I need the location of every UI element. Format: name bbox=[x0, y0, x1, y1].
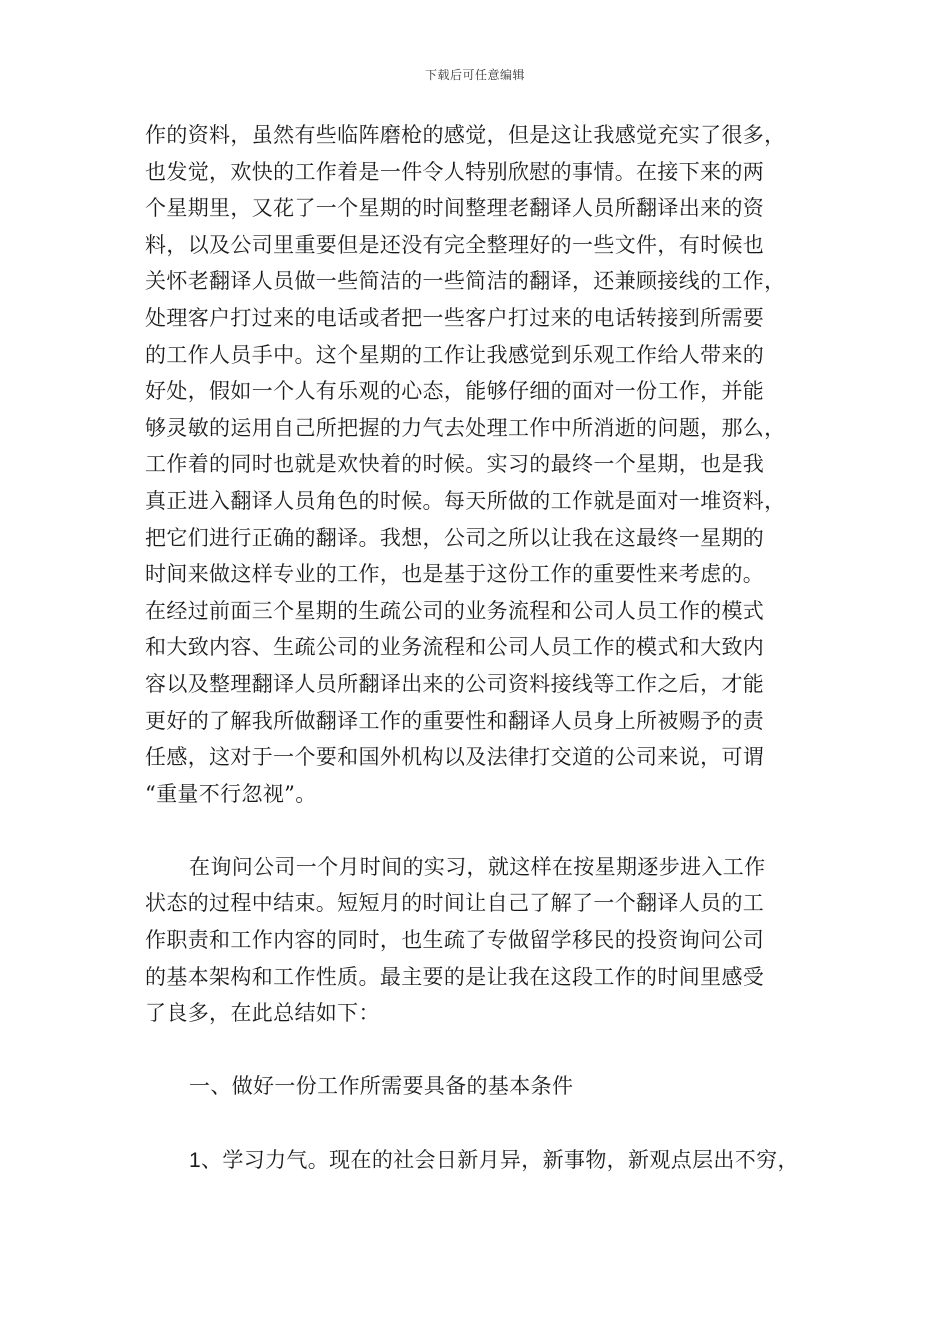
text-line: 容以及整理翻译人员所翻译出来的公司资料接线等工作之后，才能 bbox=[145, 671, 765, 696]
text-line: “重量不行忽视”。 bbox=[145, 781, 317, 806]
text-line: 时间来做这样专业的工作，也是基于这份工作的重要性来考虑的。 bbox=[145, 562, 765, 587]
text-line: 料，以及公司里重要但是还没有完全整理好的一些文件，有时候也 bbox=[145, 232, 765, 257]
heading-text: 一、做好一份工作所需要具备的基本条件 bbox=[189, 1074, 574, 1099]
text-line: 工作着的同时也就是欢快着的时候。实习的最终一个星期，也是我 bbox=[145, 452, 765, 477]
text-line: 作职责和工作内容的同时，也生疏了专做留学移民的投资询问公司 bbox=[145, 928, 765, 953]
text-line: 个星期里，又花了一个星期的时间整理老翻译人员所翻译出来的资 bbox=[145, 196, 765, 221]
paragraph-2 bbox=[145, 849, 825, 1032]
text-line: 状态的过程中结束。短短月的时间让自己了解了一个翻译人员的工 bbox=[145, 891, 765, 916]
text-line: 和大致内容、生疏公司的业务流程和公司人员工作的模式和大致内 bbox=[145, 635, 765, 660]
text-line: 够灵敏的运用自己所把握的力气去处理工作中所消逝的问题，那么， bbox=[145, 415, 786, 440]
text-line: 关怀老翻译人员做一些简洁的一些简洁的翻译，还兼顾接线的工作， bbox=[145, 269, 786, 294]
text-line: 把它们进行正确的翻译。我想，公司之所以让我在这最终一星期的 bbox=[145, 525, 765, 550]
text-line: 在经过前面三个星期的生疏公司的业务流程和公司人员工作的模式 bbox=[145, 598, 765, 623]
item-text: 、学习力气。现在的社会日新月异，新事物，新观点层出不穷， bbox=[201, 1147, 799, 1172]
section-heading bbox=[145, 1068, 825, 1105]
text-line: 作的资料，虽然有些临阵磨枪的感觉，但是这让我感觉充实了很多， bbox=[145, 123, 786, 147]
text-line: 了良多，在此总结如下： bbox=[145, 1001, 380, 1026]
paragraph-spacer bbox=[145, 1105, 825, 1142]
document-body bbox=[145, 117, 825, 1178]
text-line: 处理客户打过来的电话或者把一些客户打过来的电话转接到所需要 bbox=[145, 305, 765, 330]
paragraph-1 bbox=[145, 117, 825, 812]
text-line: 真正进入翻译人员角色的时候。每天所做的工作就是面对一堆资料， bbox=[145, 488, 786, 513]
text-line: 在询问公司一个月时间的实习，就这样在按星期逐步进入工作 bbox=[189, 854, 766, 879]
text-line: 好处，假如一个人有乐观的心态，能够仔细的面对一份工作，并能 bbox=[145, 379, 765, 404]
text-line: 更好的了解我所做翻译工作的重要性和翻译人员身上所被赐予的责 bbox=[145, 708, 765, 733]
text-line: 的工作人员手中。这个星期的工作让我感觉到乐观工作给人带来的 bbox=[145, 342, 765, 367]
text-line: 任感，这对于一个要和国外机构以及法律打交道的公司来说，可谓 bbox=[145, 745, 765, 770]
paragraph-spacer bbox=[145, 812, 825, 849]
text-line: 也发觉，欢快的工作着是一件令人特别欣慰的事情。在接下来的两 bbox=[145, 159, 765, 184]
paragraph-spacer bbox=[145, 1032, 825, 1069]
page-header: 下载后可任意编辑 bbox=[424, 68, 525, 82]
text-line: 的基本架构和工作性质。最主要的是让我在这段工作的时间里感受 bbox=[145, 964, 765, 989]
numbered-item-1 bbox=[145, 1142, 825, 1179]
numbered-line bbox=[145, 1142, 825, 1179]
item-number: 1 bbox=[189, 1148, 202, 1172]
